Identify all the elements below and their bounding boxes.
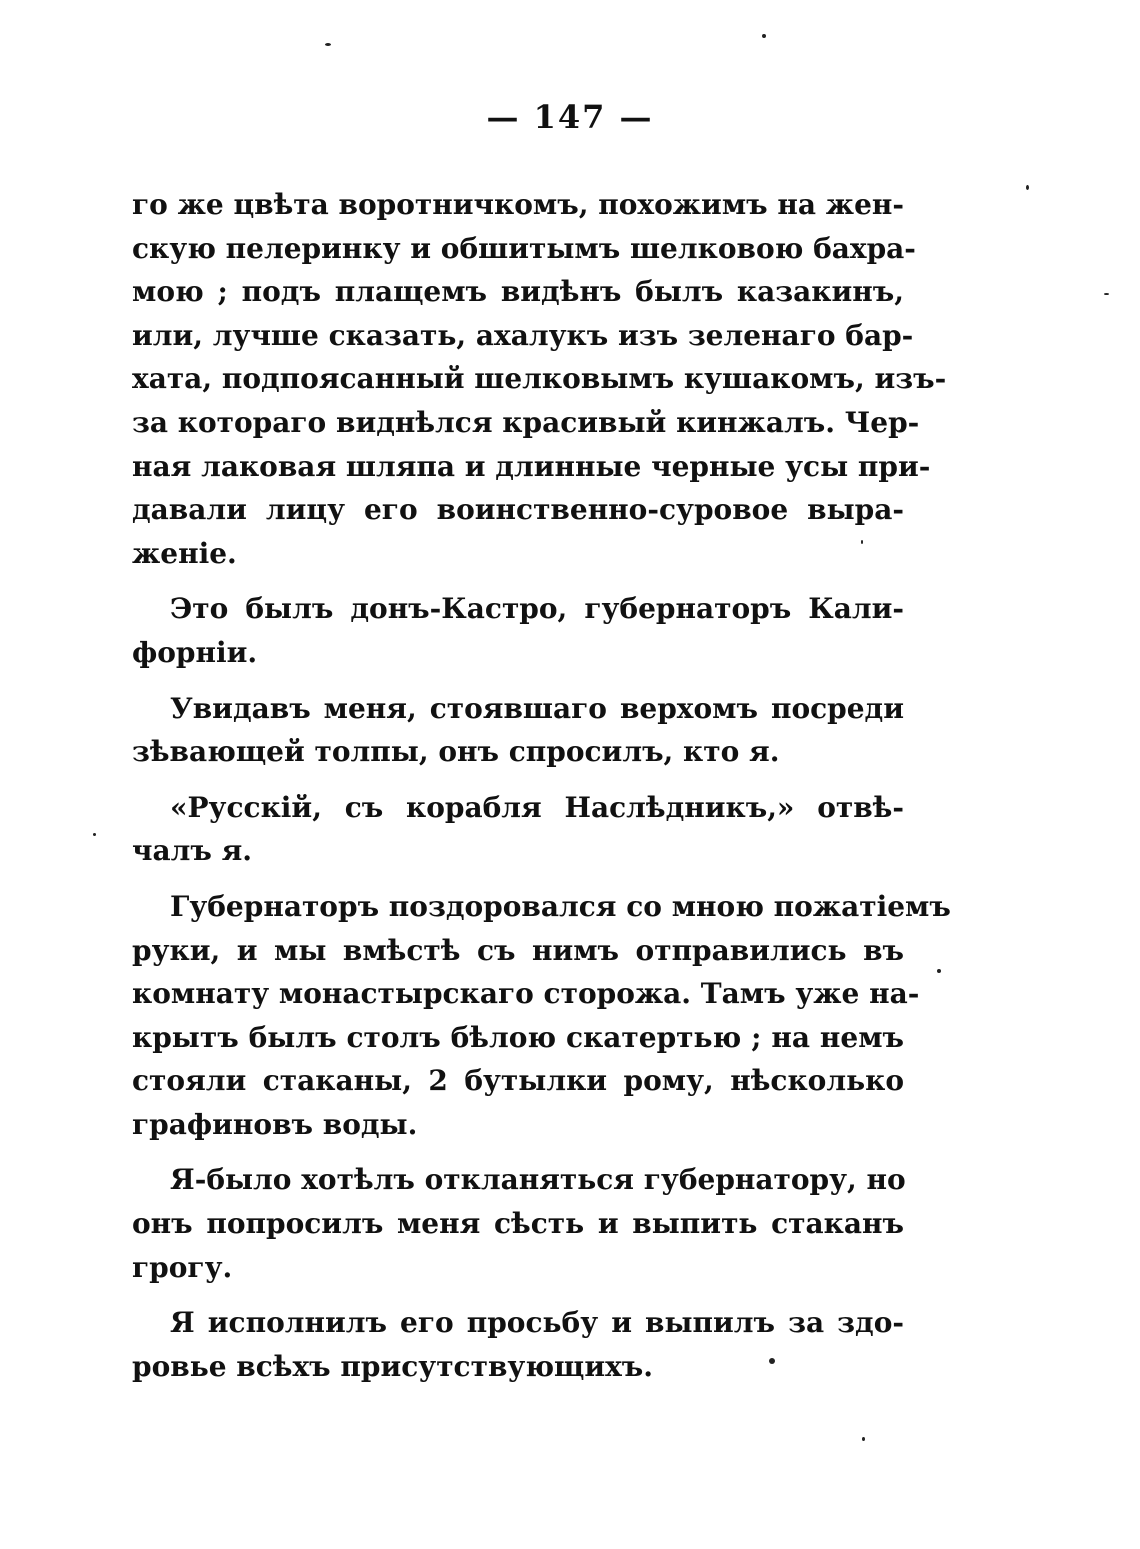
paragraph-3 [132, 687, 904, 774]
paragraph-5 [132, 885, 951, 1147]
text-line: за котораго виднѣлся красивый кинжалъ. Чер- [132, 405, 920, 439]
text-line: графиновъ воды. [132, 1107, 418, 1141]
text-line: женіе. [132, 536, 237, 570]
scan-speck [937, 969, 941, 973]
paragraph-1 [132, 183, 947, 575]
text-line: мою ; подъ плащемъ видѣнъ былъ казакинъ, [132, 275, 904, 309]
paragraph-4 [132, 786, 904, 873]
text-line: Я-было хотѣлъ откланяться губернатору, но [170, 1163, 906, 1197]
text-line: хата, подпоясанный шелковымъ кушакомъ, изъ- [132, 362, 947, 396]
scan-speck [862, 1437, 865, 1441]
text-line: крытъ былъ столъ бѣлою скатертью ; на немъ [132, 1020, 904, 1054]
text-line: стояли стаканы, 2 бутылки рому, нѣсколько [132, 1064, 904, 1098]
text-line: онъ попросилъ меня сѣсть и выпить стаканъ [132, 1207, 904, 1241]
text-line: комнату монастырскаго сторожа. Тамъ уже на- [132, 977, 920, 1011]
paragraph-7 [132, 1301, 904, 1388]
text-line: Я исполнилъ его просьбу и выпилъ за здо- [170, 1306, 904, 1340]
text-line: давали лицу его воинственно-суровое выра- [132, 493, 904, 527]
text-line: го же цвѣта воротничкомъ, похожимъ на жен- [132, 188, 904, 221]
text-line: ровье всѣхъ присутствующихъ. [132, 1349, 654, 1383]
text-line: ная лаковая шляпа и длинные черные усы при- [132, 449, 931, 483]
text-line: Это былъ донъ-Кастро, губернаторъ Кали- [170, 592, 904, 626]
text-line: Губернаторъ поздоровался со мною пожатіемъ [170, 889, 951, 923]
text-line: или, лучше сказать, ахалукъ изъ зеленаго бар- [132, 318, 914, 352]
scan-speck [1104, 293, 1109, 295]
scan-speck [325, 43, 331, 46]
text-line: Увидавъ меня, стоявшаго верхомъ посреди [170, 691, 904, 725]
text-line: грогу. [132, 1250, 233, 1284]
scan-speck [762, 34, 766, 38]
paragraph-6 [132, 1158, 904, 1289]
scan-speck [769, 1358, 775, 1364]
scan-speck [93, 833, 96, 836]
text-line: «Русскій, съ корабля Наслѣдникъ,» отвѣ- [170, 790, 904, 824]
paragraph-2 [132, 587, 904, 674]
scan-speck [861, 540, 863, 544]
text-line: чалъ я. [132, 834, 253, 868]
text-line: руки, и мы вмѣстѣ съ нимъ отправились въ [132, 933, 904, 967]
scan-speck [1026, 185, 1029, 190]
text-line: зѣвающей толпы, онъ спросилъ, кто я. [132, 735, 780, 769]
page-text [132, 183, 951, 1400]
page-number: — 147 — [486, 98, 654, 136]
text-line: форніи. [132, 635, 258, 669]
text-line: скую пелеринку и обшитымъ шелковою бахра- [132, 231, 916, 265]
